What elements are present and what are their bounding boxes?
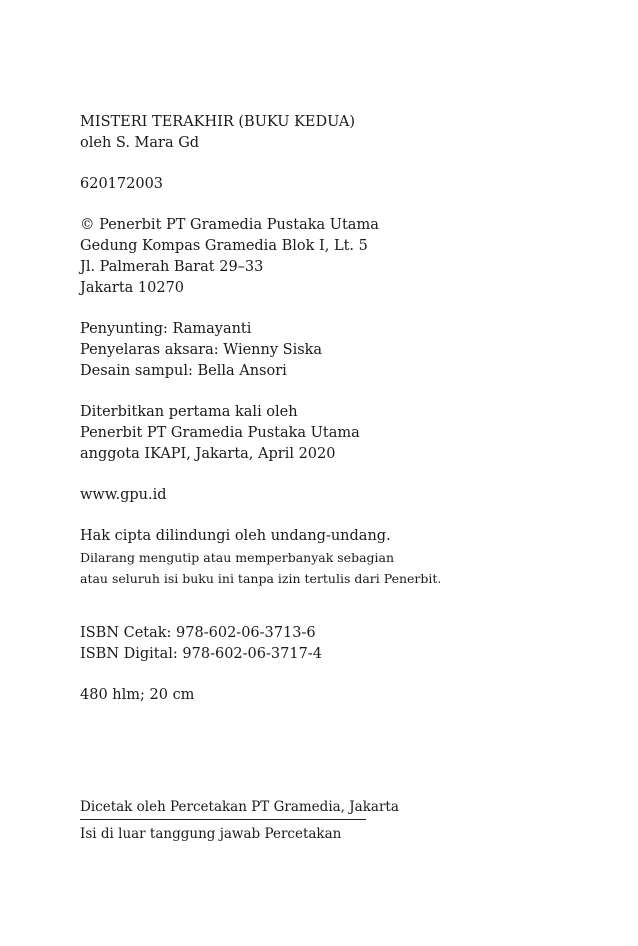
spacer: [80, 465, 580, 485]
publisher-block: [80, 215, 580, 299]
spacer: [80, 382, 580, 402]
rights-line-1: Dilarang mengutip atau memperbanyak sebagian: [80, 550, 395, 565]
printer-divider: [80, 819, 366, 820]
copyright-line: © Penerbit PT Gramedia Pustaka Utama: [80, 217, 379, 233]
editor-credit: Penyunting: Ramayanti: [80, 321, 252, 337]
cover-credit: Desain sampul: Bella Ansori: [80, 363, 287, 379]
first-published-line-3: anggota IKAPI, Jakarta, April 2020: [80, 446, 336, 462]
spacer: [80, 299, 580, 319]
first-published-block: [80, 402, 580, 465]
physical-block: [80, 685, 580, 706]
book-author: oleh S. Mara Gd: [80, 135, 200, 151]
isbn-digital: ISBN Digital: 978-602-06-3717-4: [80, 646, 322, 662]
catalog-number: 620172003: [80, 176, 164, 192]
credits-block: [80, 319, 580, 382]
spacer: [80, 195, 580, 215]
printer-disclaimer: Isi di luar tanggung jawab Percetakan: [80, 826, 342, 842]
website-block: [80, 485, 580, 506]
spacer: [80, 506, 580, 526]
first-published-line-1: Diterbitkan pertama kali oleh: [80, 404, 298, 420]
spacer: [80, 589, 580, 623]
rights-block: [80, 526, 580, 589]
spacer: [80, 154, 580, 174]
book-title: MISTERI TERAKHIR (BUKU KEDUA): [80, 114, 356, 130]
isbn-print: ISBN Cetak: 978-602-06-3713-6: [80, 625, 316, 641]
website-url: www.gpu.id: [80, 487, 167, 503]
printer-block: [80, 796, 399, 845]
first-published-line-2: Penerbit PT Gramedia Pustaka Utama: [80, 425, 360, 441]
catalog-block: [80, 174, 580, 195]
publisher-address-line-1: Gedung Kompas Gramedia Blok I, Lt. 5: [80, 238, 368, 254]
isbn-block: [80, 623, 580, 665]
rights-line-2: atau seluruh isi buku ini tanpa izin tertulis dari Penerbit.: [80, 571, 442, 586]
physical-description: 480 hlm; 20 cm: [80, 687, 195, 703]
title-block: [80, 112, 580, 154]
publisher-address-line-2: Jl. Palmerah Barat 29–33: [80, 259, 264, 275]
publisher-city: Jakarta 10270: [80, 280, 185, 296]
rights-heading: Hak cipta dilindungi oleh undang-undang.: [80, 528, 391, 544]
copyright-page: [80, 112, 580, 706]
proofreader-credit: Penyelaras aksara: Wienny Siska: [80, 342, 323, 358]
printed-by: Dicetak oleh Percetakan PT Gramedia, Jakarta: [80, 799, 399, 815]
spacer: [80, 665, 580, 685]
